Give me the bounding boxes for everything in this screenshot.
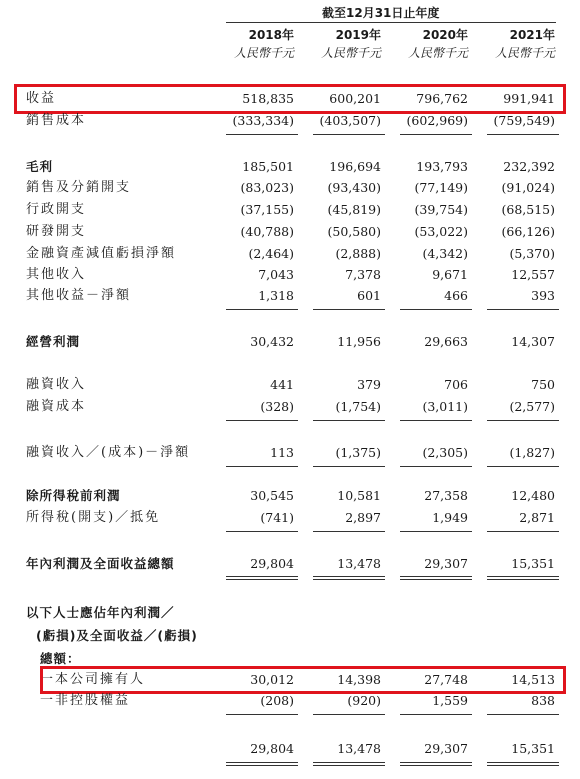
cell-2021: 991,941: [503, 91, 555, 106]
cell-2018: (328): [260, 399, 294, 414]
row-label: 融資收入／(成本)－淨額: [26, 445, 191, 460]
year-2021: 2021年: [509, 28, 555, 42]
subtotal-rule: [226, 714, 298, 715]
cell-2018: 1,318: [258, 288, 294, 303]
period-rule: [226, 22, 556, 23]
cell-2020: 29,663: [424, 334, 468, 349]
cell-2019: (93,430): [327, 180, 381, 195]
cell-2021: (759,549): [493, 113, 555, 128]
subtotal-rule: [226, 309, 298, 310]
row-label: 所得稅(開支)／抵免: [26, 510, 161, 525]
cell-2018: 30,432: [250, 334, 294, 349]
attribution-heading-line2: (虧損)及全面收益／(虧損): [36, 628, 198, 643]
cell-2019: 7,378: [345, 267, 381, 282]
subtotal-rule: [226, 531, 298, 532]
double-rule-top: [487, 762, 559, 763]
double-rule-bottom: [226, 579, 298, 580]
cell-2019: 11,956: [337, 334, 381, 349]
cell-2020: 1,949: [432, 510, 468, 525]
cell-2020: 466: [444, 288, 468, 303]
subtotal-rule: [400, 714, 472, 715]
table-row-other-income: [0, 264, 580, 286]
cell-2021: 15,351: [511, 556, 555, 571]
cell-2021: 12,557: [511, 267, 555, 282]
cell-2018: (40,788): [240, 224, 294, 239]
subtotal-rule: [313, 466, 385, 467]
table-row-cost-of-sales: [0, 110, 580, 132]
cell-2018: (208): [260, 693, 294, 708]
row-label: 收益: [26, 91, 57, 106]
subtotal-rule: [487, 714, 559, 715]
subtotal-rule: [313, 420, 385, 421]
double-rule-bottom: [313, 579, 385, 580]
double-rule-top: [313, 762, 385, 763]
cell-2021: 232,392: [503, 159, 555, 174]
cell-2020: (2,305): [422, 445, 468, 460]
cell-2021: (91,024): [501, 180, 555, 195]
cell-2021: (5,370): [509, 246, 555, 261]
row-label: 研發開支: [26, 224, 87, 239]
double-rule-top: [400, 576, 472, 577]
cell-2019: (403,507): [319, 113, 381, 128]
cell-2021: 12,480: [511, 488, 555, 503]
cell-2021: 14,307: [511, 334, 555, 349]
cell-2018: (333,334): [232, 113, 294, 128]
cell-2019: (2,888): [335, 246, 381, 261]
row-label: 行政開支: [26, 202, 87, 217]
double-rule-top: [226, 762, 298, 763]
row-label: 金融資產減值虧損淨額: [26, 246, 177, 261]
cell-2020: 9,671: [432, 267, 468, 282]
cell-2019: (1,375): [335, 445, 381, 460]
cell-2019: 14,398: [337, 672, 381, 687]
cell-2020: 193,793: [416, 159, 468, 174]
subtotal-rule: [487, 309, 559, 310]
cell-2020: 27,748: [424, 672, 468, 687]
row-label: 除所得稅前利潤: [26, 488, 121, 503]
cell-2018: (83,023): [240, 180, 294, 195]
cell-2018: 518,835: [242, 91, 294, 106]
table-row-other-gains-net: [0, 285, 580, 307]
table-row-operating-profit: [0, 331, 580, 353]
cell-2020: (602,969): [406, 113, 468, 128]
cell-2021: 2,871: [519, 510, 555, 525]
cell-2020: 1,559: [432, 693, 468, 708]
cell-2021: 838: [531, 693, 555, 708]
subtotal-rule: [487, 531, 559, 532]
table-row-finance-income: [0, 374, 580, 396]
row-label: 融資收入: [26, 377, 87, 392]
cell-2020: (53,022): [414, 224, 468, 239]
cell-2018: 113: [270, 445, 294, 460]
double-rule-top: [313, 576, 385, 577]
year-2018: 2018年: [248, 28, 294, 42]
cell-2018: 30,545: [250, 488, 294, 503]
cell-2018: 441: [270, 377, 294, 392]
subtotal-rule: [487, 420, 559, 421]
table-row-admin-expenses: [0, 199, 580, 221]
cell-2021: (2,577): [509, 399, 555, 414]
row-label: 銷售成本: [26, 113, 87, 128]
cell-2021: 15,351: [511, 741, 555, 756]
cell-2018: 29,804: [250, 556, 294, 571]
period-heading: 截至12月31日止年度: [322, 6, 440, 20]
row-label: 毛利: [26, 159, 54, 174]
unit-2018: 人民幣千元: [233, 46, 294, 60]
cell-2019: 2,897: [345, 510, 381, 525]
table-row-impairment-losses: [0, 243, 580, 265]
cell-2020: (39,754): [414, 202, 468, 217]
cell-2019: 13,478: [337, 556, 381, 571]
cell-2020: (3,011): [422, 399, 468, 414]
cell-2020: 27,358: [424, 488, 468, 503]
unit-2020: 人民幣千元: [407, 46, 468, 60]
subtotal-rule: [487, 466, 559, 467]
double-rule-top: [400, 762, 472, 763]
cell-2019: 196,694: [329, 159, 381, 174]
subtotal-rule: [400, 531, 472, 532]
double-rule-bottom: [487, 579, 559, 580]
table-row-finance-costs: [0, 396, 580, 418]
year-2020: 2020年: [422, 28, 468, 42]
cell-2019: 600,201: [329, 91, 381, 106]
table-row-total-comprehensive-income: [0, 553, 580, 575]
row-label: 經營利潤: [26, 334, 81, 349]
double-rule-bottom: [400, 765, 472, 766]
cell-2019: 379: [357, 377, 381, 392]
double-rule-bottom: [313, 765, 385, 766]
cell-2019: 10,581: [337, 488, 381, 503]
double-rule-top: [226, 576, 298, 577]
double-rule-top: [487, 576, 559, 577]
double-rule-bottom: [226, 765, 298, 766]
subtotal-rule: [226, 466, 298, 467]
table-row-non-controlling: [0, 690, 580, 712]
cell-2021: (68,515): [501, 202, 555, 217]
cell-2021: 14,513: [511, 672, 555, 687]
cell-2021: 750: [531, 377, 555, 392]
table-row-income-tax: [0, 507, 580, 529]
double-rule-bottom: [487, 765, 559, 766]
table-row-net-finance: [0, 442, 580, 464]
cell-2018: 30,012: [250, 672, 294, 687]
cell-2020: 29,307: [424, 741, 468, 756]
subtotal-rule: [226, 420, 298, 421]
row-label: 銷售及分銷開支: [26, 180, 132, 195]
subtotal-rule: [313, 714, 385, 715]
row-label: 年內利潤及全面收益總額: [26, 556, 175, 571]
subtotal-rule: [400, 420, 472, 421]
cell-2021: (1,827): [509, 445, 555, 460]
table-row-profit-before-tax: [0, 485, 580, 507]
cell-2019: 601: [357, 288, 381, 303]
row-label: 一非控股權益: [40, 693, 131, 708]
cell-2019: 13,478: [337, 741, 381, 756]
table-row-selling-expenses: [0, 177, 580, 199]
cell-2019: (1,754): [335, 399, 381, 414]
row-label: 其他收入: [26, 267, 87, 282]
subtotal-rule: [487, 134, 559, 135]
unit-2021: 人民幣千元: [494, 46, 555, 60]
cell-2020: (77,149): [414, 180, 468, 195]
subtotal-rule: [226, 134, 298, 135]
cell-2020: 29,307: [424, 556, 468, 571]
subtotal-rule: [313, 134, 385, 135]
subtotal-rule: [400, 309, 472, 310]
subtotal-rule: [400, 134, 472, 135]
unit-2019: 人民幣千元: [320, 46, 381, 60]
attribution-heading-line1: 以下人士應佔年內利潤／: [26, 605, 175, 620]
cell-2020: 706: [444, 377, 468, 392]
table-row-attribution-total: [0, 738, 580, 760]
subtotal-rule: [400, 466, 472, 467]
attribution-heading-line3: 總額：: [40, 651, 81, 666]
table-row-rd-expenses: [0, 221, 580, 243]
double-rule-bottom: [400, 579, 472, 580]
cell-2018: 29,804: [250, 741, 294, 756]
subtotal-rule: [313, 531, 385, 532]
cell-2020: 796,762: [416, 91, 468, 106]
cell-2019: (920): [347, 693, 381, 708]
row-label: 一本公司擁有人: [40, 672, 146, 687]
cell-2018: 7,043: [258, 267, 294, 282]
subtotal-rule: [313, 309, 385, 310]
cell-2020: (4,342): [422, 246, 468, 261]
cell-2018: (2,464): [248, 246, 294, 261]
row-label: 其他收益－淨額: [26, 288, 132, 303]
cell-2019: (45,819): [327, 202, 381, 217]
cell-2021: (66,126): [501, 224, 555, 239]
cell-2019: (50,580): [327, 224, 381, 239]
year-2019: 2019年: [335, 28, 381, 42]
cell-2018: 185,501: [242, 159, 294, 174]
cell-2018: (37,155): [240, 202, 294, 217]
table-row-gross-profit: [0, 156, 580, 178]
row-label: 融資成本: [26, 399, 87, 414]
cell-2018: (741): [260, 510, 294, 525]
cell-2021: 393: [531, 288, 555, 303]
